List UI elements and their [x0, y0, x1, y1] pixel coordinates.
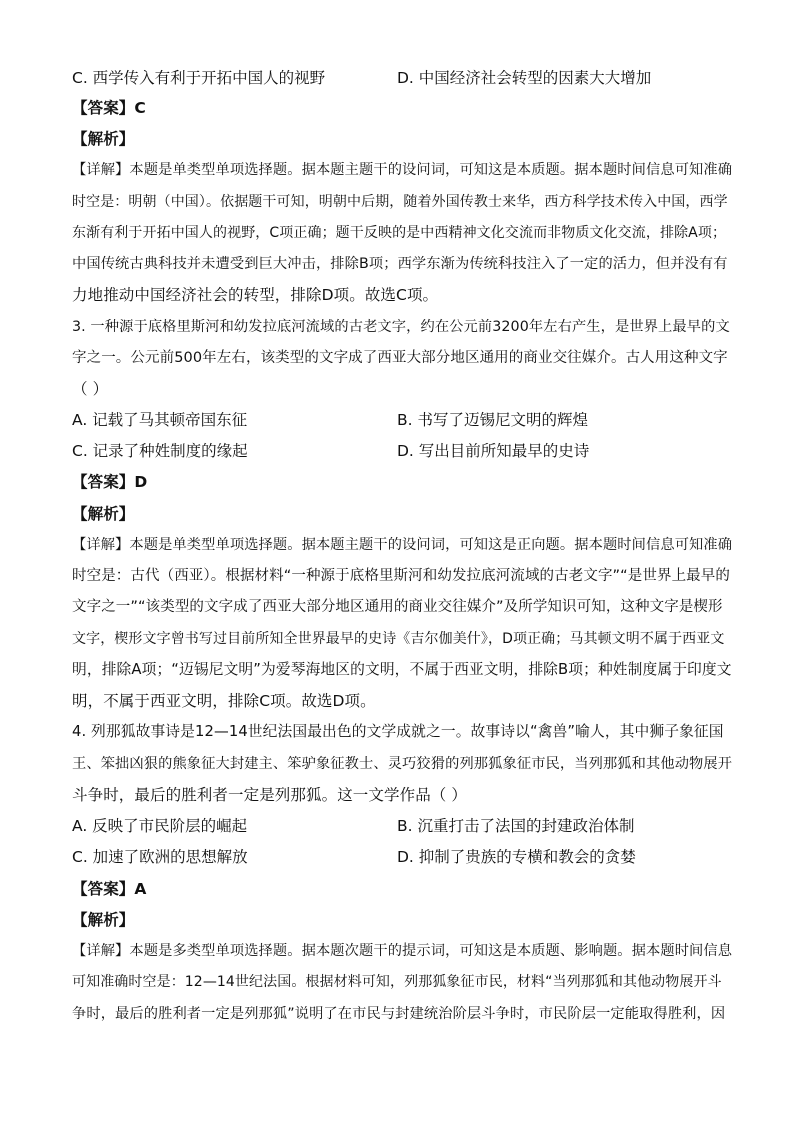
option-q4-c: C. 加速了欧洲的思想解放 [72, 848, 248, 866]
explanation-line: 明，不属于西亚文明，排除C项。故选D项。 [72, 692, 376, 710]
explanation-line: 东渐有利于开拓中国人的视野，C项正确；题干反映的是中西精神文化交流而非物质文化交流，排除A项； [72, 225, 727, 241]
explanation-line: 争时，最后的胜利者一定是列那狐”说明了在市民与封建统治阶层斗争时，市民阶层一定能取得胜利，因 [72, 1006, 726, 1022]
analysis-label: 【解析】 [72, 911, 135, 929]
option-q3-c: C. 记录了种姓制度的缘起 [72, 442, 248, 460]
explanation-line: 时空是：明朝（中国）。依据题干可知，明朝中后期，随着外国传教士来华，西方科学技术传入中国，西学 [72, 194, 728, 210]
analysis-label: 【解析】 [72, 130, 135, 148]
explanation-line: 文字，楔形文字曾书写过目前所知全世界最早的史诗《吉尔伽美什》，D项正确；马其顿文明不属于西亚文 [72, 631, 725, 647]
option-q3-a: A. 记载了马其顿帝国东征 [72, 411, 248, 429]
answer-label: 【答案】C [72, 99, 146, 117]
analysis-label: 【解析】 [72, 505, 135, 523]
option-q2-d: D. 中国经济社会转型的因素大大增加 [397, 69, 652, 87]
explanation-line: 可知准确时空是：12—14世纪法国。根据材料可知，列那狐象征市民，材料“当列那狐和其他动物展开斗 [72, 974, 722, 990]
explanation-line: 文字之一”“该类型的文字成了西亚大部分地区通用的商业交往媒介”及所学知识可知，这种文字是楔形 [72, 599, 723, 615]
explanation-line: 力地推动中国经济社会的转型，排除D项。故选C项。 [72, 286, 439, 304]
option-q3-b: B. 书写了迈锡尼文明的辉煌 [397, 411, 588, 429]
question-3-stem: 3. 一种源于底格里斯河和幼发拉底河流域的古老文字，约在公元前3200年左右产生，是世界上最早的文 [72, 319, 730, 335]
answer-label: 【答案】A [72, 880, 147, 898]
explanation-line: 【详解】本题是多类型单项选择题。据本题次题干的提示词，可知这是本质题、影响题。据本题时间信息 [72, 943, 733, 959]
question-3-blank: （ ） [72, 380, 109, 398]
question-4-stem: 王、笨拙凶狠的熊象征大封建主、笨驴象征教士、灵巧狡猾的列那狐象征市民，当列那狐和其他动物展开 [72, 756, 733, 772]
question-4-stem: 4. 列那狐故事诗是12—14世纪法国最出色的文学成就之一。故事诗以“禽兽”喻人，其中狮子象征国 [72, 723, 724, 740]
explanation-line: 【详解】本题是单类型单项选择题。据本题主题干的设问词，可知这是正向题。据本题时间信息可知准确 [72, 537, 733, 553]
explanation-line: 时空是：古代（西亚）。根据材料“一种源于底格里斯河和幼发拉底河流域的古老文字”“是世界上最早的 [72, 568, 730, 584]
explanation-line: 中国传统古典科技并未遭受到巨大冲击，排除B项；西学东渐为传统科技注入了一定的活力，但并没有有 [72, 256, 728, 272]
explanation-line: 【详解】本题是单类型单项选择题。据本题主题干的设问词，可知这是本质题。据本题时间信息可知准确 [72, 162, 733, 178]
answer-label: 【答案】D [72, 473, 148, 491]
option-q3-d: D. 写出目前所知最早的史诗 [397, 442, 590, 460]
question-3-stem: 字之一。公元前500年左右，该类型的文字成了西亚大部分地区通用的商业交往媒介。古人用这种文字 [72, 350, 728, 366]
explanation-line: 明，排除A项；“迈锡尼文明”为爱琴海地区的文明，不属于西亚文明，排除B项；种姓制度属于印度文 [72, 661, 732, 678]
option-q4-b: B. 沉重打击了法国的封建政治体制 [397, 817, 635, 835]
option-q4-a: A. 反映了市民阶层的崛起 [72, 817, 248, 835]
option-q4-d: D. 抑制了贵族的专横和教会的贪婪 [397, 848, 636, 866]
question-4-stem: 斗争时，最后的胜利者一定是列那狐。这一文学作品（ ） [72, 786, 468, 804]
option-q2-c: C. 西学传入有利于开拓中国人的视野 [72, 69, 326, 87]
